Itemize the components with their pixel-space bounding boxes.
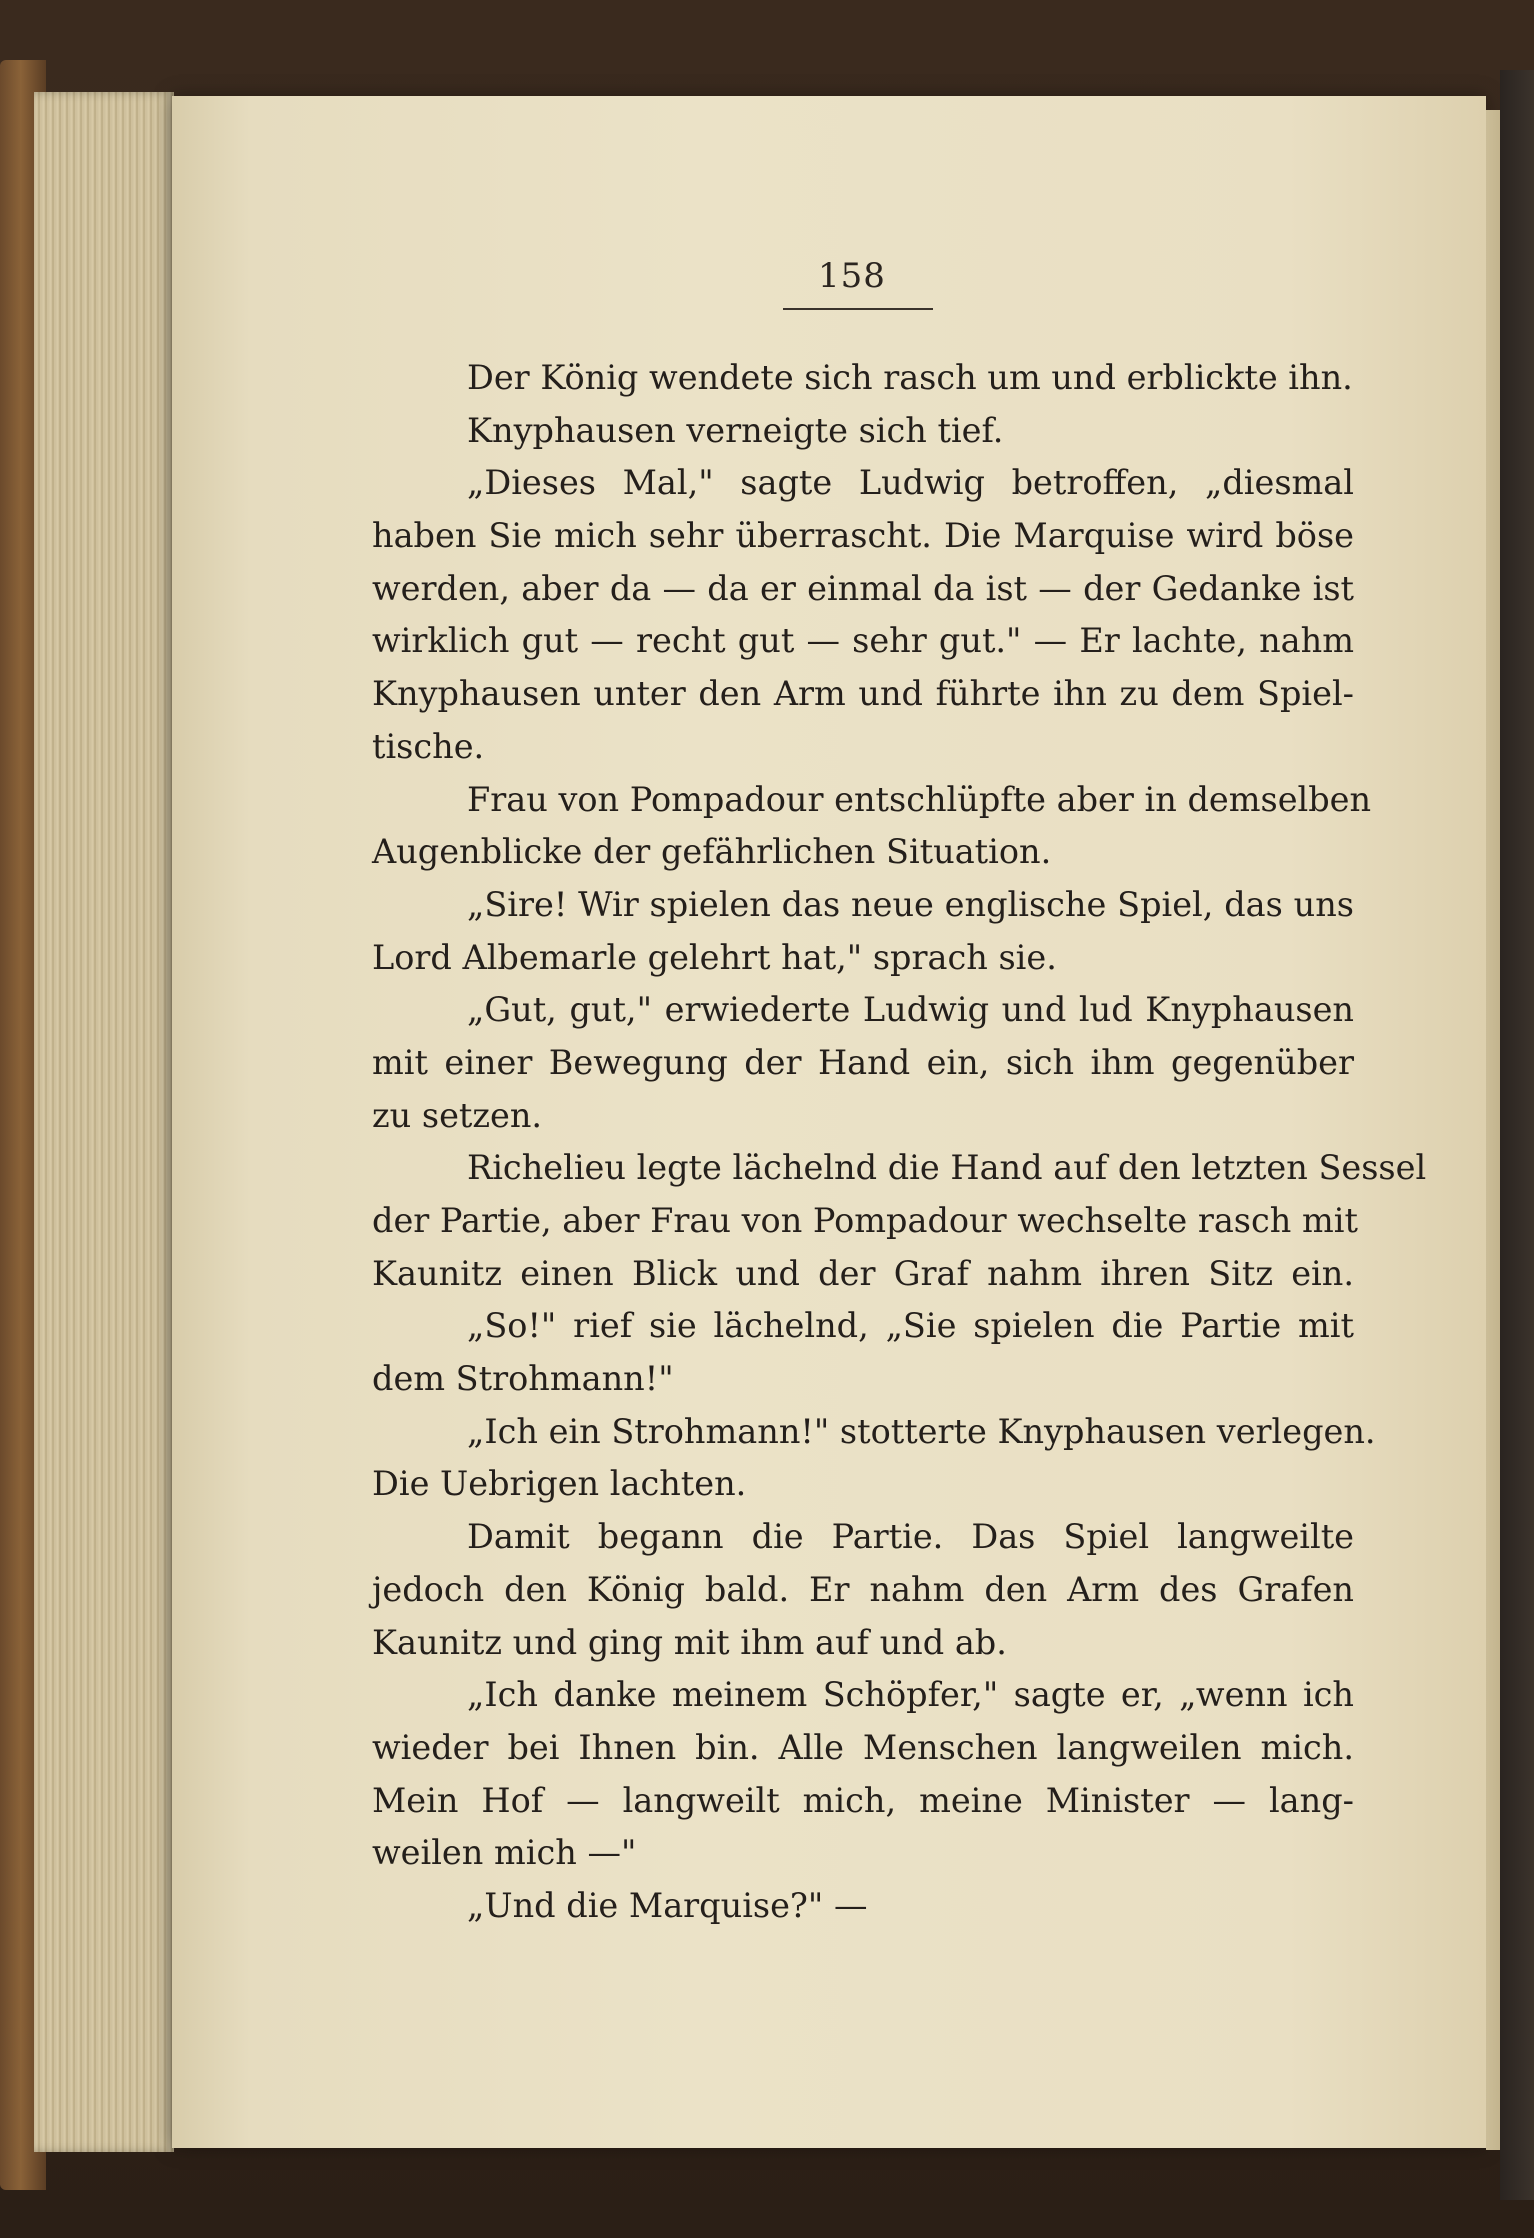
book-cover-right [1500,70,1534,2200]
text-line: Damit begann die Partie. Das Spiel langweilte [467,1517,1354,1557]
text-line: „Und die Marquise?" — [467,1885,868,1925]
text-line: „So!" rief sie lächelnd, „Sie spielen die Partie mit [467,1306,1354,1346]
text-line: „Ich danke meinem Schöpfer," sagte er, „wenn ich [467,1675,1354,1715]
text-line: „Dieses Mal," sagte Ludwig betroffen, „diesmal [467,463,1354,503]
text-line: Richelieu legte lächelnd die Hand auf den letzten Sessel [467,1148,1427,1188]
text-line: tische. [372,726,485,766]
text-line: Frau von Pompadour entschlüpfte aber in demselben [467,779,1372,819]
text-line: haben Sie mich sehr überrascht. Die Marquise wird böse [372,516,1354,556]
text-line: wirklich gut — recht gut — sehr gut." — Er lachte, nahm [372,621,1354,661]
text-line: wieder bei Ihnen bin. Alle Menschen langweilen mich. [372,1727,1354,1767]
text-line: zu setzen. [372,1095,543,1135]
page-edges [34,92,174,2152]
text-line: dem Strohmann!" [372,1359,674,1399]
text-line: mit einer Bewegung der Hand ein, sich ihm gegenüber [372,1042,1354,1082]
page-number: 158 [818,256,886,296]
text-line: Kaunitz und ging mit ihm auf und ab. [372,1622,1007,1662]
text-line: Die Uebrigen lachten. [372,1464,747,1504]
text-line: der Partie, aber Frau von Pompadour wechselte rasch mit [372,1201,1358,1240]
text-line: „Ich ein Strohmann!" stotterte Knyphausen verlegen. [467,1411,1376,1451]
text-line: „Gut, gut," erwiederte Ludwig und lud Knyphausen [467,990,1354,1030]
text-line: jedoch den König bald. Er nahm den Arm des Grafen [372,1569,1354,1609]
page-number-rule [783,308,933,310]
text-line: Augenblicke der gefährlichen Situation. [372,832,1052,872]
text-line: weilen mich —" [372,1833,637,1873]
text-line: „Sire! Wir spielen das neue englische Spiel, das uns [467,884,1354,924]
text-line: Mein Hof — langweilt mich, meine Minister — lang- [372,1780,1354,1820]
text-line: werden, aber da — da er einmal da ist — der Gedanke ist [372,568,1354,608]
text-line: Lord Albemarle gelehrt hat," sprach sie. [372,937,1057,977]
text-line: Knyphausen verneigte sich tief. [467,410,1004,450]
text-line: Der König wendete sich rasch um und erblickte ihn. [467,358,1353,397]
text-line: Knyphausen unter den Arm und führte ihn zu dem Spiel- [372,674,1354,714]
text-line: Kaunitz einen Blick und der Graf nahm ihren Sitz ein. [372,1253,1354,1293]
body-text [372,352,1427,1933]
